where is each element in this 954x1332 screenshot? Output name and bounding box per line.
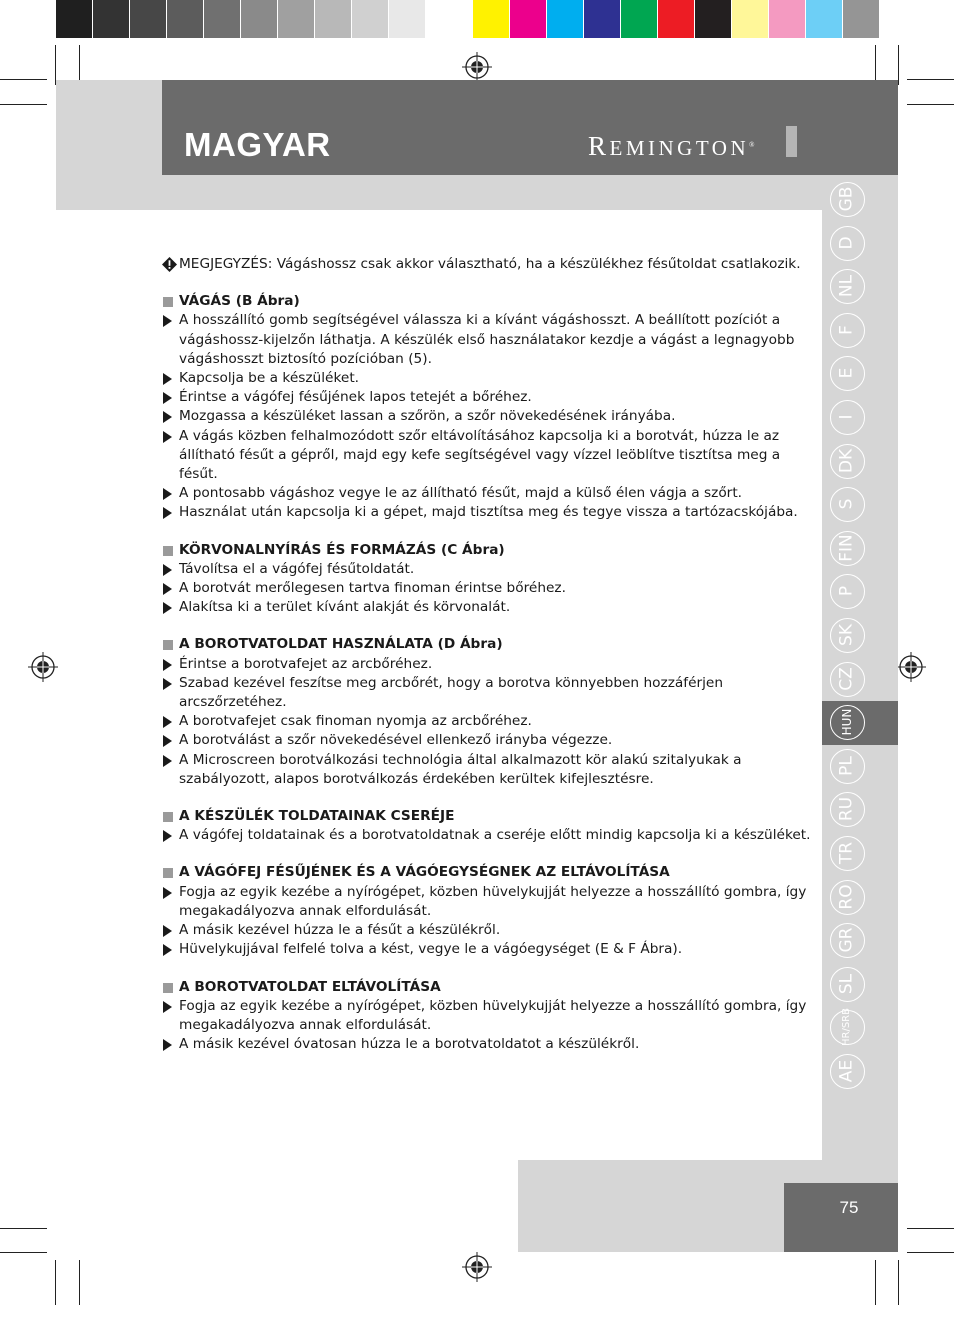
section bbox=[162, 635, 812, 789]
triangle-bullet-icon bbox=[163, 1039, 172, 1051]
section-heading bbox=[162, 635, 812, 654]
triangle-bullet-icon bbox=[163, 507, 172, 519]
triangle-bullet-icon bbox=[163, 887, 172, 899]
note-text: MEGJEGYZÉS: Vágáshossz csak akkor választható, ha a készülékhez fésűtoldat csatlakozik. bbox=[179, 256, 801, 272]
section bbox=[162, 863, 812, 959]
triangle-bullet-icon bbox=[163, 735, 172, 747]
color-swatch bbox=[806, 0, 843, 38]
list-item-text: A vágás közben felhalmozódott szőr eltávolításához kapcsolja ki a borotvát, húzza le az állítható fésűt a gépről, majd egy kefe segítségével vagy vízzel leöblítve tisztítsa meg a fésűt. bbox=[179, 427, 781, 483]
list-item-text: A borotvát merőlegesen tartva finoman érintse bőréhez. bbox=[179, 580, 566, 597]
crop-mark bbox=[0, 104, 47, 105]
section-heading bbox=[162, 807, 812, 826]
crop-mark bbox=[0, 79, 47, 80]
lang-tab-label: TR bbox=[836, 841, 857, 865]
sections bbox=[162, 292, 812, 1054]
lang-tab-label: D bbox=[836, 236, 857, 250]
crop-mark bbox=[55, 1260, 56, 1305]
triangle-bullet-icon bbox=[163, 830, 172, 842]
color-swatch bbox=[241, 0, 278, 38]
lang-tab-gb[interactable] bbox=[822, 178, 898, 222]
list-item-text: A hosszállító gomb segítségével válassza ki a kívánt vágáshosszt. A beállított pozíciót a vágáshossz-kijelzőn láthatja. A készülék első használatakor kezdje a vágást a legnagyobb vágáshosszt biztosító pozícióban (5). bbox=[179, 312, 795, 367]
lang-tab-sl[interactable] bbox=[822, 963, 898, 1007]
crop-mark bbox=[907, 1228, 954, 1229]
lang-tab-e[interactable] bbox=[822, 352, 898, 396]
triangle-bullet-icon bbox=[163, 925, 172, 937]
lang-tab-label: AE bbox=[836, 1059, 857, 1083]
lang-tab-label: SK bbox=[836, 624, 857, 646]
lang-tab-sk[interactable] bbox=[822, 614, 898, 658]
list-item-text: Alakítsa ki a terület kívánt alakját és körvonalát. bbox=[179, 599, 511, 616]
color-swatch bbox=[278, 0, 315, 38]
color-swatch bbox=[547, 0, 584, 38]
crop-mark bbox=[875, 45, 876, 85]
list-item-text: Fogja az egyik kezébe a nyírógépet, közben hüvelykujját helyezze a hosszállító gombra, így megakadályozva annak elfordulását. bbox=[179, 883, 807, 919]
lang-tab-label: RU bbox=[836, 797, 857, 822]
crop-mark bbox=[898, 1260, 899, 1305]
crop-mark bbox=[907, 104, 954, 105]
lang-tab-s[interactable] bbox=[822, 483, 898, 527]
list-item-text: A borotválást a szőr növekedésével ellenkező irányba végezze. bbox=[179, 732, 613, 749]
brand-accent-bar bbox=[786, 126, 797, 157]
color-swatch bbox=[769, 0, 806, 38]
triangle-bullet-icon bbox=[163, 373, 172, 385]
list-item bbox=[162, 731, 812, 750]
list-item-text: A vágófej toldatainak és a borotvatoldatnak a cseréje előtt mindig kapcsolja ki a készüléket. bbox=[179, 827, 811, 844]
lang-tab-f[interactable] bbox=[822, 309, 898, 353]
list-item bbox=[162, 407, 812, 426]
color-swatch bbox=[473, 0, 510, 38]
note bbox=[162, 255, 812, 274]
triangle-bullet-icon bbox=[163, 678, 172, 690]
list-item-text: A pontosabb vágáshoz vegye le az állítható fésűt, majd a külső élen vágja a szőrt. bbox=[179, 485, 743, 502]
color-swatch bbox=[389, 0, 426, 38]
page-title: MAGYAR bbox=[184, 126, 331, 163]
list-item bbox=[162, 674, 812, 712]
lang-tab-i[interactable] bbox=[822, 396, 898, 440]
lang-tab-fin[interactable] bbox=[822, 527, 898, 571]
list-item bbox=[162, 560, 812, 579]
list-item bbox=[162, 598, 812, 617]
list-item bbox=[162, 921, 812, 940]
lang-tab-label: SL bbox=[836, 973, 857, 994]
lang-tab-label: GB bbox=[836, 186, 857, 212]
section-heading bbox=[162, 292, 812, 311]
lang-tab-label: NL bbox=[836, 275, 857, 298]
lang-tab-ro[interactable] bbox=[822, 876, 898, 920]
list-item bbox=[162, 503, 812, 522]
crop-mark bbox=[898, 45, 899, 85]
registered-mark: ® bbox=[749, 141, 755, 149]
crop-mark bbox=[907, 79, 954, 80]
lang-tab-ru[interactable] bbox=[822, 788, 898, 832]
list-item bbox=[162, 1035, 812, 1054]
lang-tab-gr[interactable] bbox=[822, 919, 898, 963]
list-item bbox=[162, 997, 812, 1035]
section-heading-text: A BOROTVATOLDAT HASZNÁLATA (D Ábra) bbox=[179, 636, 503, 653]
section-heading bbox=[162, 863, 812, 882]
lang-tab-hun[interactable] bbox=[822, 701, 898, 745]
list-item bbox=[162, 579, 812, 598]
triangle-bullet-icon bbox=[163, 602, 172, 614]
color-bar-gap bbox=[463, 0, 473, 38]
crop-mark bbox=[0, 1252, 47, 1253]
color-swatch bbox=[93, 0, 130, 38]
section bbox=[162, 292, 812, 522]
color-swatch bbox=[204, 0, 241, 38]
color-swatch bbox=[130, 0, 167, 38]
lang-tab-label: RO bbox=[836, 883, 857, 910]
section bbox=[162, 807, 812, 845]
main-content bbox=[162, 255, 812, 1072]
section-heading-text: A VÁGÓFEJ FÉSŰJÉNEK ÉS A VÁGÓEGYSÉGNEK AZ ELTÁVOLÍTÁSA bbox=[179, 864, 670, 881]
crop-mark bbox=[79, 1260, 80, 1305]
lang-tab-label: DK bbox=[836, 448, 857, 473]
lang-tab-label: PL bbox=[836, 755, 857, 776]
color-swatch bbox=[732, 0, 769, 38]
lang-tab-label: F bbox=[836, 324, 857, 335]
triangle-bullet-icon bbox=[163, 1001, 172, 1013]
section bbox=[162, 541, 812, 618]
list-item-text: Hüvelykujjával felfelé tolva a kést, vegye le a vágóegységet (E & F Ábra). bbox=[179, 941, 683, 958]
section bbox=[162, 978, 812, 1055]
lang-tab-label: S bbox=[836, 498, 857, 510]
lang-tab-label: E bbox=[836, 368, 857, 379]
section-heading-text: VÁGÁS (B Ábra) bbox=[179, 293, 300, 310]
color-swatch bbox=[315, 0, 352, 38]
brand-initial: R bbox=[588, 131, 610, 161]
section-heading bbox=[162, 978, 812, 997]
lang-tab-label: P bbox=[836, 586, 857, 597]
list-item-text: A másik kezével óvatosan húzza le a borotvatoldatot a készülékről. bbox=[179, 1036, 640, 1053]
registration-target-icon bbox=[462, 52, 492, 82]
lang-tab-dk[interactable] bbox=[822, 440, 898, 484]
lang-tab-cz[interactable] bbox=[822, 658, 898, 702]
triangle-bullet-icon bbox=[163, 944, 172, 956]
page-number: 75 bbox=[839, 1198, 859, 1217]
list-item bbox=[162, 427, 812, 485]
list-item-text: Érintse a borotvafejet az arcbőréhez. bbox=[179, 655, 433, 672]
color-swatch bbox=[658, 0, 695, 38]
color-swatch bbox=[584, 0, 621, 38]
registration-target-icon bbox=[896, 652, 926, 682]
crop-mark bbox=[0, 1228, 47, 1229]
list-item bbox=[162, 751, 812, 789]
color-swatch bbox=[56, 0, 93, 38]
crop-mark bbox=[55, 45, 56, 85]
triangle-bullet-icon bbox=[163, 564, 172, 576]
lang-tab-label: CZ bbox=[836, 666, 857, 691]
page-number-box bbox=[784, 1183, 898, 1252]
triangle-bullet-icon bbox=[163, 488, 172, 500]
section-heading-text: A BOROTVATOLDAT ELTÁVOLÍTÁSA bbox=[179, 978, 441, 995]
list-item-text: Szabad kezével feszítse meg arcbőrét, hogy a borotva könnyebben hozzáférjen arcszőrzetéhez. bbox=[179, 674, 724, 711]
triangle-bullet-icon bbox=[163, 392, 172, 404]
color-swatch bbox=[352, 0, 389, 38]
color-swatch bbox=[843, 0, 880, 38]
list-item bbox=[162, 655, 812, 674]
grey-square-icon bbox=[163, 868, 173, 878]
triangle-bullet-icon bbox=[163, 431, 172, 443]
section-heading-text: KÖRVONALNYÍRÁS ÉS FORMÁZÁS (C Ábra) bbox=[179, 541, 505, 558]
triangle-bullet-icon bbox=[163, 755, 172, 767]
triangle-bullet-icon bbox=[163, 716, 172, 728]
list-item bbox=[162, 712, 812, 731]
color-swatch bbox=[167, 0, 204, 38]
grey-square-icon bbox=[163, 983, 173, 993]
triangle-bullet-icon bbox=[163, 411, 172, 423]
list-item bbox=[162, 369, 812, 388]
lang-tab-nl[interactable] bbox=[822, 265, 898, 309]
triangle-bullet-icon bbox=[163, 659, 172, 671]
grey-square-icon bbox=[163, 297, 173, 307]
list-item bbox=[162, 484, 812, 503]
color-swatch bbox=[621, 0, 658, 38]
list-item-text: Használat után kapcsolja ki a gépet, majd tisztítsa meg és tegye vissza a tartózacskójába. bbox=[179, 504, 798, 521]
lang-tab-label: HUN bbox=[840, 708, 854, 736]
list-item bbox=[162, 940, 812, 959]
warning-icon bbox=[162, 257, 177, 272]
lang-tab-d[interactable] bbox=[822, 222, 898, 266]
grey-square-icon bbox=[163, 546, 173, 556]
triangle-bullet-icon bbox=[163, 315, 172, 327]
crop-mark bbox=[875, 1260, 876, 1305]
lang-tab-tr[interactable] bbox=[822, 832, 898, 876]
color-calibration-bar bbox=[56, 0, 880, 38]
lang-tab-label: FIN bbox=[836, 534, 857, 562]
section-heading-text: A KÉSZÜLÉK TOLDATAINAK CSERÉJE bbox=[179, 808, 455, 825]
crop-mark bbox=[907, 1252, 954, 1253]
registration-target-icon bbox=[28, 652, 58, 682]
lang-tab-label: GR bbox=[836, 927, 857, 953]
crop-mark bbox=[79, 45, 80, 85]
lang-tab-hr-srb[interactable] bbox=[822, 1006, 898, 1050]
list-item bbox=[162, 311, 812, 369]
grey-square-icon bbox=[163, 812, 173, 822]
list-item-text: Mozgassa a készüléket lassan a szőrön, a szőr növekedésének irányába. bbox=[179, 408, 676, 425]
list-item-text: Kapcsolja be a készüléket. bbox=[179, 370, 360, 387]
list-item-text: A borotvafejet csak finoman nyomja az arcbőréhez. bbox=[179, 713, 532, 730]
registration-target-icon bbox=[462, 1252, 492, 1282]
list-item-text: A Microscreen borotválkozási technológia által alkalmazott kör alakú szitalyukak a szabályozott, alapos borotválkozás érdekében kerültek kifejlesztésre. bbox=[179, 751, 742, 787]
lang-tab-pl[interactable] bbox=[822, 745, 898, 789]
grey-square-icon bbox=[163, 640, 173, 650]
list-item-text: Fogja az egyik kezébe a nyírógépet, közben hüvelykujját helyezze a hosszállító gombra, így megakadályozva annak elfordulását. bbox=[179, 997, 807, 1033]
color-swatch bbox=[510, 0, 547, 38]
list-item-text: Távolítsa el a vágófej fésűtoldatát. bbox=[179, 560, 415, 577]
section-heading bbox=[162, 541, 812, 560]
lang-tab-label: I bbox=[836, 414, 857, 420]
lang-tab-label: HR/SRB bbox=[841, 1008, 852, 1047]
brand-rest: EMINGTON bbox=[609, 136, 750, 160]
triangle-bullet-icon bbox=[163, 583, 172, 595]
list-item bbox=[162, 883, 812, 921]
list-item-text: A másik kezével húzza le a fésűt a készülékről. bbox=[179, 922, 501, 939]
list-item bbox=[162, 826, 812, 845]
list-item bbox=[162, 388, 812, 407]
list-item-text: Érintse a vágófej fésűjének lapos tetejét a bőréhez. bbox=[179, 389, 532, 406]
color-swatch bbox=[426, 0, 463, 38]
lang-tab-ae[interactable] bbox=[822, 1050, 898, 1094]
brand-logo bbox=[588, 131, 754, 162]
color-swatch bbox=[695, 0, 732, 38]
lang-tab-p[interactable] bbox=[822, 570, 898, 614]
